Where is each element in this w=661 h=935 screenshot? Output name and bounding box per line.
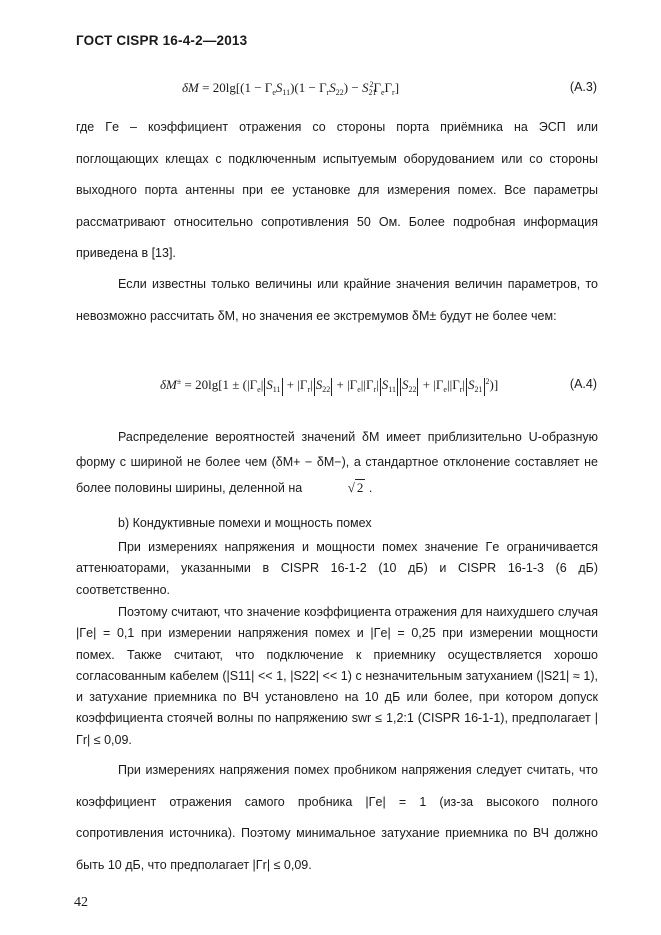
paragraph-extremes: Если известны только величины или крайние значения величин параметров, то невозможно рассчитать δM, но значения ее экстремумов δM± будут не более чем: <box>76 277 598 323</box>
equation-a4-number: (А.4) <box>569 377 597 391</box>
paragraph-distribution-text: Распределение вероятностей значений δM имеет приблизительно U-образную форму с шириной не более чем (δM+ − δM−), а стандартное отклонение составляет не более половины ширины, деленной на <box>76 430 598 495</box>
equation-a3-number: (А.3) <box>569 80 597 94</box>
document-header: ГОСТ CISPR 16-4-2—2013 <box>76 33 248 48</box>
paragraph-gamma-definition: где Γe – коэффициент отражения со стороны порта приёмника на ЭСП или поглощающих клещах с подключенным испытуемым оборудованием или со стороны выходного порта антенны при ее установке для измерения помех. Все параметры рассматривают относительно сопротивления 50 Ом. Более подробная информация приведена в [13]. <box>76 120 598 260</box>
page-number: 42 <box>74 895 88 910</box>
equation-a3-row <box>0 80 661 102</box>
paragraph-conducted: При измерениях напряжения и мощности помех значение Γe ограничивается аттенюаторами, указанными в CISPR 16-1-2 (10 дБ) и CISPR 16-1-3 (6 дБ) соответственно. <box>76 540 598 597</box>
equation-a4-row <box>0 377 661 399</box>
paragraph-worst-case: Поэтому считают, что значение коэффициента отражения для наихудшего случая |Γe| = 0,1 при измерении напряжения помех и |Γe| = 0,25 при измерении мощности помех. Также считают, что подключение к приемнику осуществляется хорошо согласованным кабелем (|S11| << 1, |S22| << 1) с незначительным затуханием (|S21| ≈ 1), и затухание приемника по ВЧ установлено на 10 дБ или более, при котором допуск коэффициента стоячей волны по напряжению swr ≤ 1,2:1 (CISPR 16-1-1), предполагает |Γr| ≤ 0,09. <box>76 605 598 747</box>
sqrt-expression: √ 2 <box>347 480 364 495</box>
paragraph-voltage-probe: При измерениях напряжения помех пробником напряжения следует считать, что коэффициент отражения самого пробника |Γe| = 1 (из-за высокого полного сопротивления источника). Поэтому минимальное затухание приемника по ВЧ должно быть 10 дБ, что предполагает |Γr| ≤ 0,09. <box>76 763 598 872</box>
section-heading-b: b) Кондуктивные помехи и мощность помех <box>118 516 372 530</box>
equation-a4: $\delta M^\pm = 20\lg[1 \pm (|\Gamma_e|$ $S_{11} + |\Gamma_r|$ $S_{22} + |\Gamma_e||\Gamma_r|$ $S_{11}$ $S_{22} + |\Gamma_e||\Gamma_r|$ $S_{21}^2$)] <box>160 377 499 394</box>
equation-a3: $\delta M = 20\lg[(1 - \Gamma_eS_{11})(1 - \Gamma_rS_{22}) - S_{21}^2\Gamma_e\Gamma_r]$ <box>182 80 400 97</box>
paragraph-distribution: Распределение вероятностей значений δM имеет приблизительно U-образную форму с шириной не более чем (δM+ − δM−), а стандартное отклонение составляет не более половины ширины, деленной на √ 2 . <box>76 425 598 501</box>
sqrt-radicand: 2 <box>356 480 364 495</box>
